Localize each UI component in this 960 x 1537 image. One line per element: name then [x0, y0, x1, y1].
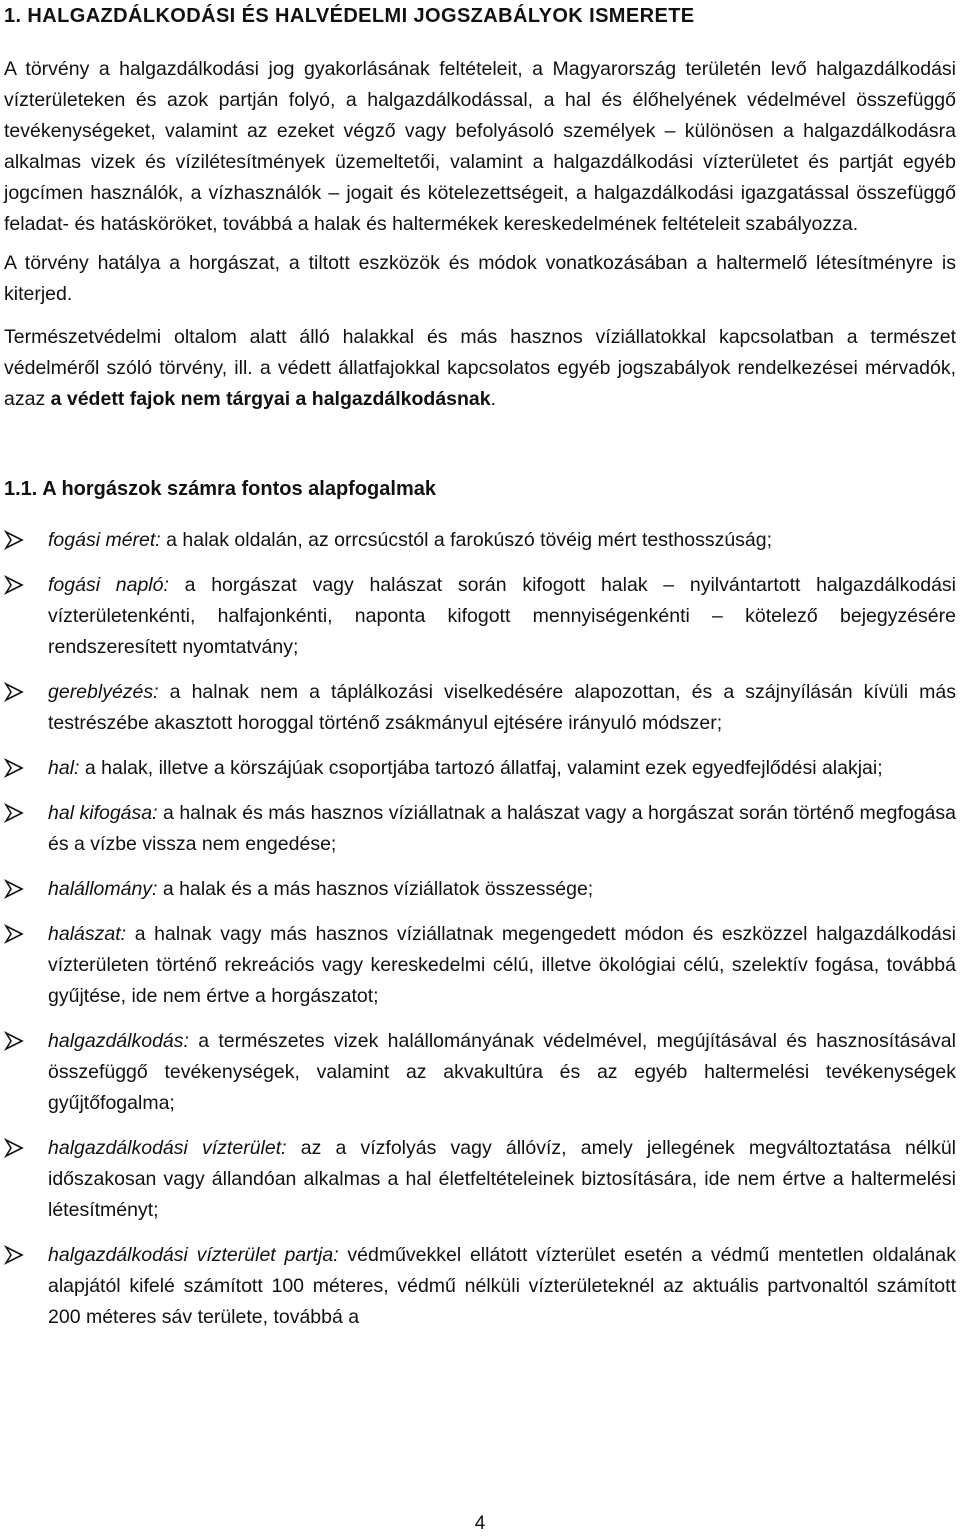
definition-item	[4, 525, 956, 556]
arrow-bullet-icon	[4, 803, 24, 823]
definition-term: hal kifogása:	[48, 802, 158, 824]
document-page	[4, 0, 956, 1347]
definitions-list	[4, 525, 956, 1333]
definition-text: védművekkel ellátott vízterület esetén a védmű mentetlen oldalának alapjától kifelé számított 100 méteres, védmű nélküli vízterületeknél az aktuális partvonaltól számított 200 méteres sáv területe, továbbá a	[48, 1244, 956, 1328]
arrow-bullet-icon	[4, 1138, 24, 1158]
arrow-bullet-icon	[4, 924, 24, 944]
section-number: 1.1.	[4, 478, 38, 500]
definition-item	[4, 1133, 956, 1226]
definition-term: gereblyézés:	[48, 681, 159, 703]
definition-text: a horgászat vagy halászat során kifogott halak – nyilvántartott halgazdálkodási vízterületenkénti, halfajonkénti, naponta kifogott mennyiségenkénti – kötelező bejegyzésére rendszeresített nyomtatvány;	[48, 574, 956, 658]
definition-item	[4, 570, 956, 663]
definition-text: a természetes vizek halállományának védelmével, megújításával és hasznosításával összefüggő tevékenységek, valamint az akvakultúra és az egyéb haltermelési tevékenységek gyűjtőfogalma;	[48, 1030, 956, 1114]
definition-term: halgazdálkodási vízterület:	[48, 1137, 287, 1159]
definition-term: halászat:	[48, 923, 127, 945]
definition-item	[4, 753, 956, 784]
nature-protection-paragraph	[4, 322, 956, 415]
definition-item	[4, 677, 956, 739]
definition-item	[4, 798, 956, 860]
arrow-bullet-icon	[4, 682, 24, 702]
nature-protection-emphasis: a védett fajok nem tárgyai a halgazdálkodásnak	[50, 388, 491, 410]
arrow-bullet-icon	[4, 1245, 24, 1265]
definition-item	[4, 919, 956, 1012]
intro-paragraph: A törvény a halgazdálkodási jog gyakorlásának feltételeit, a Magyarország területén levő halgazdálkodási vízterületeken és azok partján folyó, a halgazdálkodással, a hal és élőhelyének védelmével összefüggő tevékenységeket, valamint az ezeket végző vagy befolyásoló személyek – különösen a halgazdálkodásra alkalmas vizek és vízilétesítmények üzemeltetői, valamint a halgazdálkodási vízterületet és partját egyéb jogcímen használók, a vízhasználók – jogait és kötelezettségeit, a halgazdálkodási igazgatással összefüggő feladat- és hatásköröket, továbbá a halak és haltermékek kereskedelmének feltételeit szabályozza.	[4, 58, 956, 235]
section-heading	[4, 475, 956, 503]
arrow-bullet-icon	[4, 575, 24, 595]
definition-text: a halak és a más hasznos víziállatok összessége;	[157, 878, 594, 900]
arrow-bullet-icon	[4, 758, 24, 778]
definition-term: halgazdálkodás:	[48, 1030, 189, 1052]
definition-text: a halnak vagy más hasznos víziállatnak megengedett módon és eszközzel halgazdálkodási vízterületen történő rekreációs vagy kereskedelmi célú, illetve ökológiai célú, szelektív fogása, továbbá gyűjtése, ide nem értve a horgászatot;	[48, 923, 956, 1007]
definition-text: a halnak és más hasznos víziállatnak a halászat vagy a horgászat során történő megfogása és a vízbe vissza nem engedése;	[48, 802, 956, 855]
definition-term: fogási méret:	[48, 529, 161, 551]
definition-term: halgazdálkodási vízterület partja:	[48, 1244, 339, 1266]
definition-term: fogási napló:	[48, 574, 169, 596]
definition-term: halállomány:	[48, 878, 158, 900]
nature-protection-end: .	[490, 388, 497, 410]
chapter-title: 1. HALGAZDÁLKODÁSI ÉS HALVÉDELMI JOGSZABÁLYOK ISMERETE	[4, 5, 695, 27]
definition-item	[4, 1240, 956, 1333]
arrow-bullet-icon	[4, 879, 24, 899]
section-title: A horgászok számra fontos alapfogalmak	[42, 478, 436, 500]
definition-text: az a vízfolyás vagy állóvíz, amely jellegének megváltoztatása nélkül időszakosan vagy állandóan alkalmas a hal életfeltételeinek biztosítására, ide nem értve a haltermelési létesítményt;	[48, 1137, 956, 1221]
arrow-bullet-icon	[4, 1031, 24, 1051]
definition-item	[4, 1026, 956, 1119]
nature-protection-text: Természetvédelmi oltalom alatt álló halakkal és más hasznos víziállatokkal kapcsolatban a természet védelméről szóló törvény, ill. a védett állatfajokkal kapcsolatos egyéb jogszabályok rendelkezései mérvadók, azaz	[4, 326, 956, 410]
arrow-bullet-icon	[4, 530, 24, 550]
definition-text: a halak, illetve a körszájúak csoportjába tartozó állatfaj, valamint ezek egyedfejlődési alakjai;	[79, 757, 883, 779]
definition-item	[4, 874, 956, 905]
page-number: 4	[474, 1513, 486, 1534]
definition-term: hal:	[48, 757, 80, 779]
scope-paragraph: A törvény hatálya a horgászat, a tiltott eszközök és módok vonatkozásában a haltermelő létesítményre is kiterjed.	[4, 252, 956, 305]
definition-text: a halak oldalán, az orrcsúcstól a farokúszó tövéig mért testhosszúság;	[160, 529, 773, 551]
definition-text: a halnak nem a táplálkozási viselkedésére alapozottan, és a szájnyílásán kívüli más testrészébe akasztott horoggal történő zsákmányul ejtésére irányuló módszer;	[48, 681, 956, 734]
